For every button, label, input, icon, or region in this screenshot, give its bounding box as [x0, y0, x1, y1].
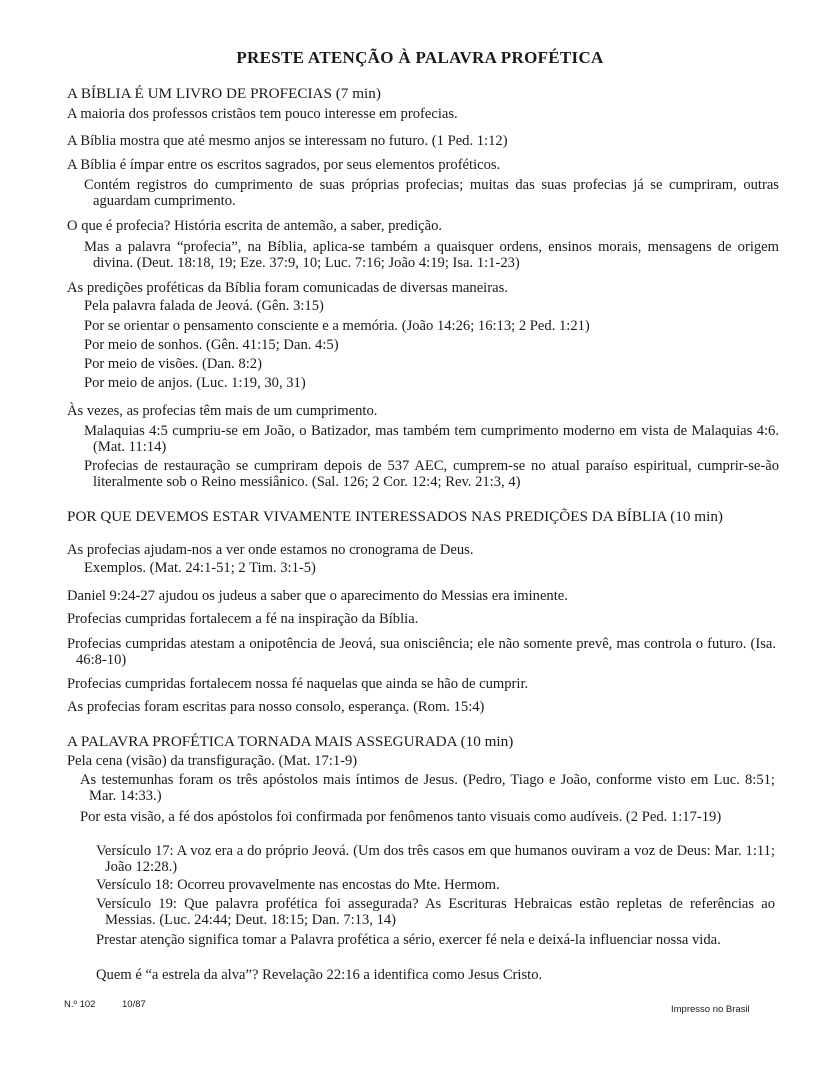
print-date: 10/87	[122, 999, 146, 1010]
section2-point-1: As profecias ajudam-nos a ver onde estamos no cronograma de Deus.	[67, 542, 474, 558]
section3-point-1-sub-b-3: Versículo 19: Que palavra profética foi assegurada? As Escrituras Hebraicas estão repletas de referências ao Messias. (Luc. 24:44; Deut. 18:15; Dan. 7:13, 14)	[96, 896, 775, 928]
section2-point-2: Daniel 9:24-27 ajudou os judeus a saber que o aparecimento do Messias era iminente.	[67, 588, 568, 604]
section1-point-6-sub-b: Profecias de restauração se cumpriram depois de 537 AEC, cumprem-se no atual paraíso espiritual, cumprir-se-ão literalmente sob o Reino messiânico. (Sal. 126; 2 Cor. 12:4; Rev. 21:3, 4)	[84, 458, 779, 490]
section-heading-2: POR QUE DEVEMOS ESTAR VIVAMENTE INTERESSADOS NAS PREDIÇÕES DA BÍBLIA (10 min)	[67, 508, 723, 525]
section2-point-3: Profecias cumpridas fortalecem a fé na inspiração da Bíblia.	[67, 611, 419, 627]
section1-point-1: A maioria dos professos cristãos tem pouco interesse em profecias.	[67, 106, 458, 122]
section2-point-1-sub: Exemplos. (Mat. 24:1-51; 2 Tim. 3:1-5)	[84, 560, 316, 576]
section1-point-4: O que é profecia? História escrita de antemão, a saber, predição.	[67, 218, 443, 234]
section3-point-1-sub-b-5: Quem é “a estrela da alva”? Revelação 22:16 a identifica como Jesus Cristo.	[96, 967, 543, 983]
page-title: PRESTE ATENÇÃO À PALAVRA PROFÉTICA	[236, 48, 604, 67]
section3-point-1-sub-b-2: Versículo 18: Ocorreu provavelmente nas encostas do Mte. Hermom.	[96, 877, 500, 893]
section1-point-5-sub-e: Por meio de anjos. (Luc. 1:19, 30, 31)	[84, 375, 306, 391]
form-code: N.º 102	[64, 999, 96, 1010]
section1-point-2: A Bíblia mostra que até mesmo anjos se interessam no futuro. (1 Ped. 1:12)	[67, 133, 508, 149]
section2-point-6: As profecias foram escritas para nosso consolo, esperança. (Rom. 15:4)	[67, 699, 485, 715]
section-heading-1: A BÍBLIA É UM LIVRO DE PROFECIAS (7 min)	[67, 85, 381, 102]
section1-point-3-sub: Contém registros do cumprimento de suas próprias profecias; muitas das suas profecias já se cumpriram, outras aguardam cumprimento.	[84, 177, 779, 209]
section1-point-3: A Bíblia é ímpar entre os escritos sagrados, por seus elementos proféticos.	[67, 157, 501, 173]
section3-point-1-sub-b: Por esta visão, a fé dos apóstolos foi confirmada por fenômenos tanto visuais como audíveis. (2 Ped. 1:17-19)	[80, 809, 722, 825]
section1-point-4-sub: Mas a palavra “profecia”, na Bíblia, aplica-se também a quaisquer ordens, ensinos morais, mensagens de origem divina. (Deut. 18:18, 19; Eze. 37:9, 10; Luc. 7:16; João 4:19; Isa. 1:1-23)	[84, 239, 779, 271]
printed-in: Impresso no Brasil	[671, 1004, 750, 1015]
section1-point-5-sub-c: Por meio de sonhos. (Gên. 41:15; Dan. 4:5)	[84, 337, 339, 353]
section1-point-6: Às vezes, as profecias têm mais de um cumprimento.	[67, 403, 378, 419]
section1-point-6-sub-a: Malaquias 4:5 cumpriu-se em João, o Batizador, mas também tem cumprimento moderno em vista de Malaquias 4:6. (Mat. 11:14)	[84, 423, 779, 455]
section3-point-1-sub-b-4: Prestar atenção significa tomar a Palavra profética a sério, exercer fé nela e deixá-la influenciar nossa vida.	[96, 932, 721, 948]
section3-point-1: Pela cena (visão) da transfiguração. (Mat. 17:1-9)	[67, 753, 358, 769]
section-heading-3: A PALAVRA PROFÉTICA TORNADA MAIS ASSEGURADA (10 min)	[67, 733, 514, 750]
section1-point-5-sub-b: Por se orientar o pensamento consciente e a memória. (João 14:26; 16:13; 2 Ped. 1:21)	[84, 318, 590, 334]
section3-point-1-sub-b-1: Versículo 17: A voz era a do próprio Jeová. (Um dos três casos em que humanos ouviram a voz de Deus: Mar. 1:11; João 12:28.)	[96, 843, 775, 875]
section1-point-5: As predições proféticas da Bíblia foram comunicadas de diversas maneiras.	[67, 280, 508, 296]
section2-point-5: Profecias cumpridas fortalecem nossa fé naquelas que ainda se hão de cumprir.	[67, 676, 529, 692]
section1-point-5-sub-a: Pela palavra falada de Jeová. (Gên. 3:15)	[84, 298, 324, 314]
section2-point-4: Profecias cumpridas atestam a onipotência de Jeová, sua onisciência; ele não somente prevê, mas controla o futuro. (Isa. 46:8-10)	[67, 636, 776, 668]
section3-point-1-sub-a: As testemunhas foram os três apóstolos mais íntimos de Jesus. (Pedro, Tiago e João, conforme visto em Luc. 8:51; Mar. 14:33.)	[80, 772, 775, 804]
section1-point-5-sub-d: Por meio de visões. (Dan. 8:2)	[84, 356, 262, 372]
